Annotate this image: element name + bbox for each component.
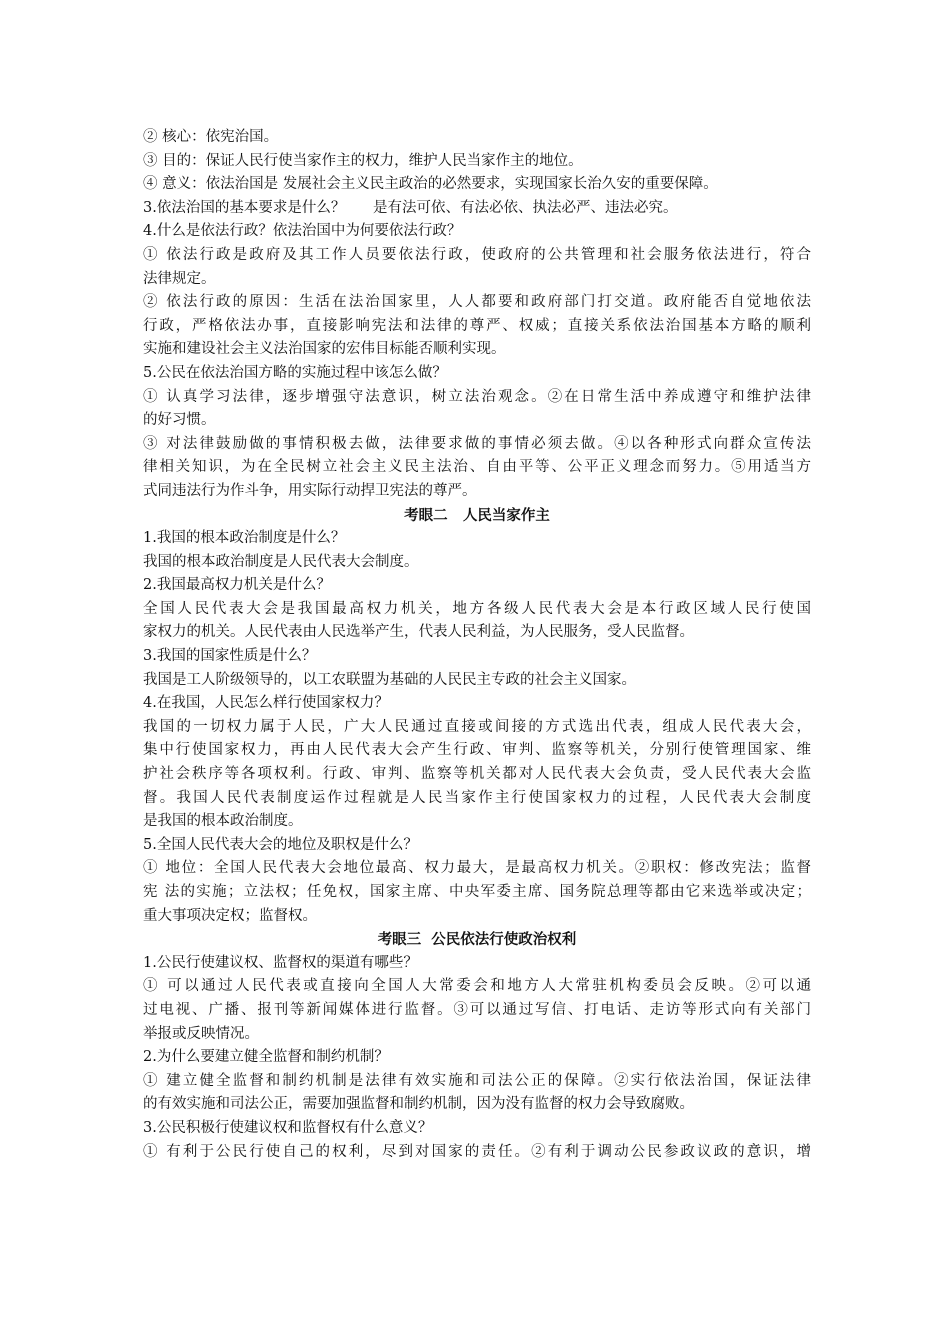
text-line: 护社会秩序等各项权利。行政、审判、监察等机关都对人民代表大会负责，受人民代表大会监 <box>143 766 811 783</box>
text-line: ① 认真学习法律，逐步增强守法意识，树立法治观念。②在日常生活中养成遵守和维护法律 <box>143 388 811 405</box>
text-line: ① 依法行政是政府及其工作人员要依法行政，使政府的公共管理和社会服务依法进行，符合 <box>143 246 811 263</box>
text-line: ① 地位：全国人民代表大会地位最高、权力最大，是最高权力机关。②职权：修改宪法；监督 <box>143 860 811 877</box>
section-heading: 考眼二 人民当家作主 <box>404 506 550 524</box>
text-line: ③ 对法律鼓励做的事情积极去做，法律要求做的事情必须去做。④以各种形式向群众宣传法 <box>143 435 811 452</box>
text-line: 行政，严格依法办事，直接影响宪法和法律的尊严、权威；直接关系依法治国基本方略的顺利 <box>143 317 811 334</box>
text-line: 我国的一切权力属于人民，广大人民通过直接或间接的方式选出代表，组成人民代表大会， <box>143 718 811 735</box>
text-line: 2.为什么要建立健全监督和制约机制？ <box>143 1049 389 1066</box>
text-line: 2.我国最高权力机关是什么？ <box>143 577 331 594</box>
text-line: 3.依法治国的基本要求是什么？ 是有法可依、有法必依、执法必严、违法必究。 <box>143 199 678 216</box>
text-line: 督。我国人民代表制度运作过程就是人民当家作主行使国家权力的过程，人民代表大会制度 <box>143 789 811 806</box>
text-line: 4.什么是依法行政？依法治国中为何要依法行政？ <box>143 223 462 240</box>
text-line: ② 核心：依宪治国。 <box>143 129 279 145</box>
text-line: 3.公民积极行使建议权和监督权有什么意义？ <box>143 1119 433 1136</box>
text-line: 我国是工人阶级领导的，以工农联盟为基础的人民民主专政的社会主义国家。 <box>143 671 636 688</box>
section-heading: 考眼三 公民依法行使政治权利 <box>377 931 577 949</box>
text-line: 律相关知识，为在全民树立社会主义民主法治、自由平等、公平正义理念而努力。⑤用适当方 <box>143 459 811 476</box>
text-line: 的好习惯。 <box>143 412 216 429</box>
text-line: 我国的根本政治制度是人民代表大会制度。 <box>143 553 419 570</box>
text-line: 5.公民在依法治国方略的实施过程中该怎么做？ <box>143 364 447 381</box>
text-line: 4.在我国，人民怎么样行使国家权力？ <box>143 695 389 712</box>
text-line: ① 建立健全监督和制约机制是法律有效实施和司法公正的保障。②实行依法治国，保证法律 <box>143 1072 811 1089</box>
text-line: 是我国的根本政治制度。 <box>143 813 303 830</box>
text-line: ① 可以通过人民代表或直接向全国人大常委会和地方人大常驻机构委员会反映。②可以通 <box>143 978 811 995</box>
text-line: ① 有利于公民行使自己的权利，尽到对国家的责任。②有利于调动公民参政议政的意识，增 <box>143 1143 811 1160</box>
text-line: 实施和建设社会主义法治国家的宏伟目标能否顺利实现。 <box>143 341 506 358</box>
text-line: 1.公民行使建议权、监督权的渠道有哪些？ <box>143 954 418 971</box>
text-line: 5.全国人民代表大会的地位及职权是什么？ <box>143 836 418 853</box>
document-body <box>143 126 811 1164</box>
text-line: 过电视、广播、报刊等新闻媒体进行监督。③可以通过写信、打电话、走访等形式向有关部门 <box>143 1001 811 1018</box>
text-line: 式同违法行为作斗争，用实际行动捍卫宪法的尊严。 <box>143 482 477 499</box>
text-line: 举报或反映情况。 <box>143 1025 259 1042</box>
text-line: 宪 法的实施；立法权；任免权，国家主席、中央军委主席、国务院总理等都由它来选举或决定； <box>143 884 811 900</box>
text-line: 集中行使国家权力，再由人民代表大会产生行政、审判、监察等机关，分别行使管理国家、维 <box>143 742 811 759</box>
text-line: 全国人民代表大会是我国最高权力机关，地方各级人民代表大会是本行政区域人民行使国 <box>143 600 811 617</box>
text-line: 3.我国的国家性质是什么？ <box>143 648 317 665</box>
text-line: 重大事项决定权；监督权。 <box>143 907 317 924</box>
text-line: 的有效实施和司法公正，需要加强监督和制约机制，因为没有监督的权力会导致腐败。 <box>143 1096 694 1113</box>
text-line: ④ 意义：依法治国是 发展社会主义民主政治的必然要求，实现国家长治久安的重要保障。 <box>143 176 718 193</box>
text-line: ③ 目的：保证人民行使当家作主的权力，维护人民当家作主的地位。 <box>143 152 583 169</box>
text-line: ② 依法行政的原因：生活在法治国家里，人人都要和政府部门打交道。政府能否自觉地依法 <box>143 294 811 311</box>
text-line: 1.我国的根本政治制度是什么？ <box>143 530 346 547</box>
text-line: 法律规定。 <box>143 270 216 287</box>
text-line: 家权力的机关。人民代表由人民选举产生，代表人民利益，为人民服务，受人民监督。 <box>143 624 694 641</box>
